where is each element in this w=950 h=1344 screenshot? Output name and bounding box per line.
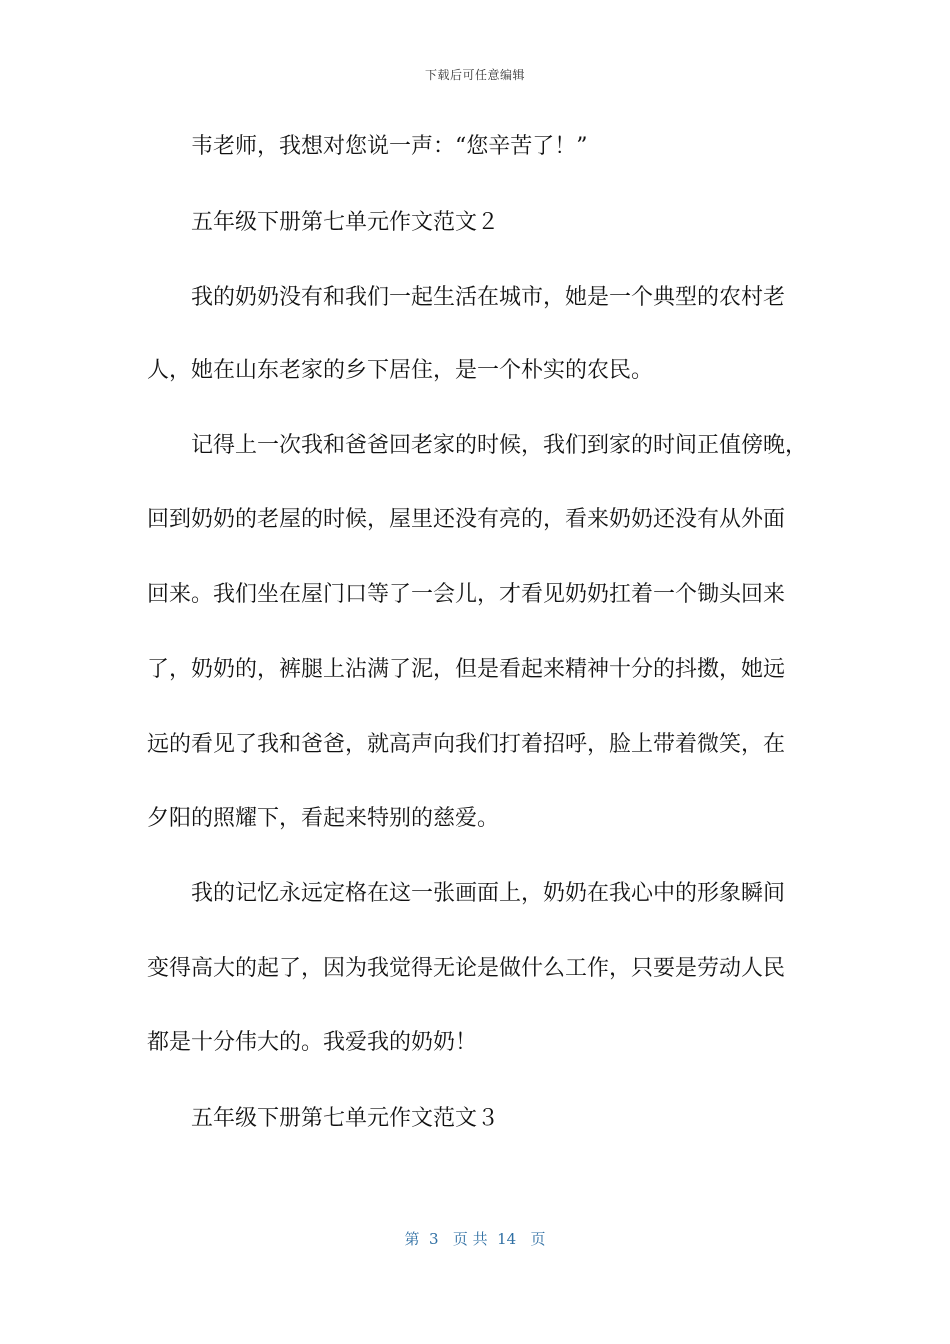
paragraph-line: 变得高大的起了，因为我觉得无论是做什么工作，只要是劳动人民 <box>147 956 786 981</box>
section-heading: 五年级下册第七单元作文范文３ <box>191 1106 500 1131</box>
paragraph-line: 都是十分伟大的。我爱我的奶奶！ <box>147 1030 478 1055</box>
paragraph-line: 了，奶奶的，裤腿上沾满了泥，但是看起来精神十分的抖擞，她远 <box>147 657 786 682</box>
paragraph-line: 韦老师，我想对您说一声：“您辛苦了！” <box>191 134 588 159</box>
paragraph-line: 回来。我们坐在屋门口等了一会儿，才看见奶奶扛着一个锄头回来 <box>147 582 786 607</box>
paragraph-line: 人，她在山东老家的乡下居住，是一个朴实的农民。 <box>147 358 654 383</box>
paragraph-line: 我的奶奶没有和我们一起生活在城市，她是一个典型的农村老 <box>191 285 786 310</box>
paragraph-line: 记得上一次我和爸爸回老家的时候，我们到家的时间正值傍晚， <box>191 433 808 458</box>
page-number-footer: 第 3 页 共 14 页 <box>404 1230 546 1248</box>
paragraph-line: 远的看见了我和爸爸，就高声向我们打着招呼，脸上带着微笑，在 <box>147 732 786 757</box>
paragraph-line: 我的记忆永远定格在这一张画面上，奶奶在我心中的形象瞬间 <box>191 881 786 906</box>
paragraph-line: 回到奶奶的老屋的时候，屋里还没有亮的，看来奶奶还没有从外面 <box>147 507 786 532</box>
header-note: 下载后可任意编辑 <box>424 68 525 82</box>
paragraph-line: 夕阳的照耀下，看起来特别的慈爱。 <box>147 806 500 831</box>
section-heading: 五年级下册第七单元作文范文２ <box>191 210 500 235</box>
